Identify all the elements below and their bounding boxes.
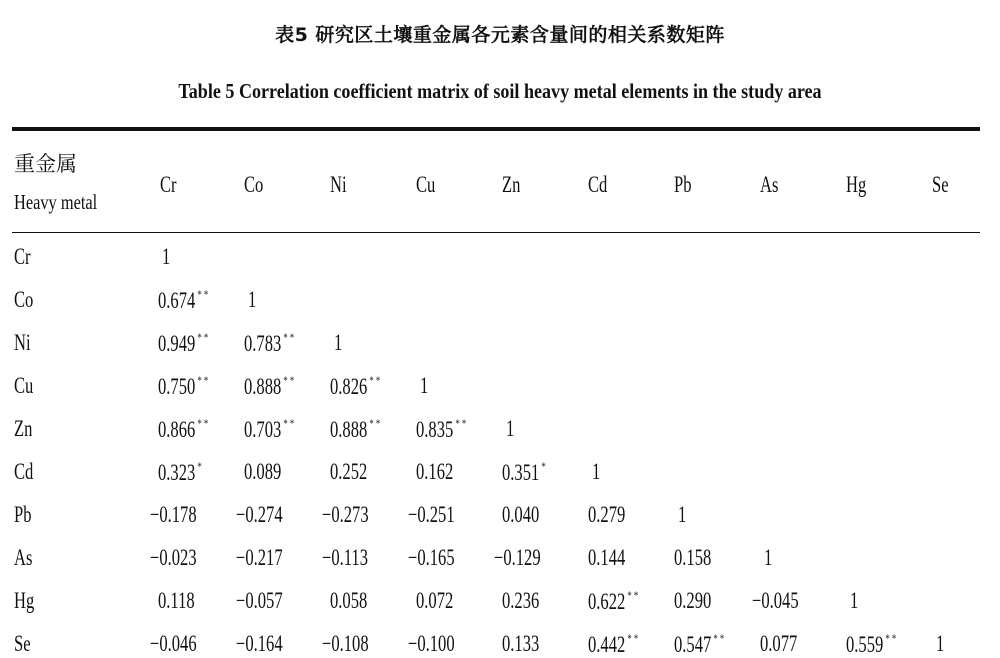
row-label-cu: Cu (14, 373, 34, 398)
table-cell (150, 631, 197, 657)
table-cell (588, 588, 640, 615)
cell-value: 1 (850, 588, 859, 613)
row-label-se: Se (14, 631, 31, 656)
cell-value: 0.133 (502, 631, 540, 656)
significance-marker: ** (627, 631, 641, 645)
cell-value: 0.559 (846, 632, 884, 657)
column-header-cr: Cr (160, 172, 177, 197)
cell-value: −0.273 (322, 502, 369, 527)
cell-value: 1 (592, 459, 601, 484)
table-cell (244, 373, 296, 400)
cell-value: 0.323 (158, 460, 196, 485)
table-cell (322, 502, 369, 528)
significance-marker: ** (627, 588, 641, 602)
table-cell (334, 330, 342, 356)
table-cell (764, 545, 772, 571)
cell-value: 0.077 (760, 631, 798, 656)
cell-value: 0.703 (244, 417, 282, 442)
cell-value: −0.164 (236, 631, 283, 656)
row-label-pb: Pb (14, 502, 32, 527)
table-cell (678, 502, 686, 528)
table-cell (502, 588, 539, 614)
cell-value: −0.217 (236, 545, 283, 570)
cell-value: −0.057 (236, 588, 283, 613)
table-cell (322, 631, 369, 657)
table-cell (150, 502, 197, 528)
cell-value: 0.236 (502, 588, 540, 613)
table-cell (158, 287, 210, 314)
row-header-label-en: Heavy metal (14, 190, 98, 214)
cell-value: 0.072 (416, 588, 454, 613)
table-cell (236, 631, 283, 657)
cell-value: 1 (506, 416, 515, 441)
table-cell (506, 416, 514, 442)
column-header-as: As (760, 172, 779, 197)
significance-marker: ** (885, 631, 899, 645)
cell-value: 0.888 (244, 374, 282, 399)
table-cell (588, 502, 625, 528)
cell-value: 0.158 (674, 545, 712, 570)
cell-value: 0.750 (158, 374, 196, 399)
table-cell (236, 588, 283, 614)
cell-value: 0.058 (330, 588, 368, 613)
cell-value: −0.100 (408, 631, 455, 656)
cell-value: 0.351 (502, 460, 540, 485)
table-top-rule (12, 127, 980, 131)
cell-value: −0.129 (494, 545, 541, 570)
table-cell (752, 588, 799, 614)
table-cell (592, 459, 600, 485)
cell-value: 0.783 (244, 331, 282, 356)
table-header-rule (12, 232, 980, 233)
cell-value: −0.251 (408, 502, 455, 527)
table-title-cn: 表5 研究区土壤重金属各元素含量间的相关系数矩阵 (275, 24, 725, 46)
column-header-zn: Zn (502, 172, 521, 197)
table-cell (502, 502, 539, 528)
table-cell (330, 373, 382, 400)
table-cell (158, 459, 204, 486)
cell-value: −0.113 (322, 545, 368, 570)
cell-value: 1 (248, 287, 257, 312)
row-label-ni: Ni (14, 330, 31, 355)
row-label-hg: Hg (14, 588, 35, 613)
table-cell (760, 631, 797, 657)
table-cell (416, 588, 453, 614)
table-cell (236, 502, 283, 528)
table-cell (936, 631, 944, 657)
table-cell (674, 631, 726, 658)
table-cell (420, 373, 428, 399)
cell-value: 1 (936, 631, 945, 656)
table-cell (502, 631, 539, 657)
significance-marker: ** (197, 330, 211, 344)
cell-value: 0.118 (158, 588, 195, 613)
cell-value: 0.622 (588, 589, 626, 614)
table-cell (158, 588, 195, 614)
table-cell (846, 631, 898, 658)
table-cell (588, 545, 625, 571)
cell-value: 0.040 (502, 502, 540, 527)
significance-marker: ** (455, 416, 469, 430)
row-label-zn: Zn (14, 416, 33, 441)
cell-value: −0.178 (150, 502, 197, 527)
cell-value: −0.165 (408, 545, 455, 570)
row-label-cr: Cr (14, 244, 31, 269)
table-title-en: Table 5 Correlation coefficient matrix of soil heavy metal elements in the study area (178, 79, 822, 103)
significance-marker: ** (197, 373, 211, 387)
table-cell (236, 545, 283, 571)
table-cell (416, 416, 468, 443)
table-cell (494, 545, 541, 571)
cell-value: 0.162 (416, 459, 454, 484)
cell-value: 0.547 (674, 632, 712, 657)
cell-value: 1 (334, 330, 343, 355)
table-cell (150, 545, 197, 571)
cell-value: −0.046 (150, 631, 197, 656)
cell-value: −0.023 (150, 545, 197, 570)
cell-value: 0.866 (158, 417, 196, 442)
significance-marker: ** (197, 287, 211, 301)
row-label-co: Co (14, 287, 34, 312)
cell-value: 0.826 (330, 374, 368, 399)
table-cell (588, 631, 640, 658)
significance-marker: ** (713, 631, 727, 645)
table-cell (674, 545, 711, 571)
table-cell (330, 588, 367, 614)
column-header-ni: Ni (330, 172, 347, 197)
cell-value: 1 (678, 502, 687, 527)
cell-value: −0.108 (322, 631, 369, 656)
table-cell (158, 373, 210, 400)
table-cell (502, 459, 548, 486)
cell-value: 0.252 (330, 459, 368, 484)
table-cell (322, 545, 368, 571)
column-header-cd: Cd (588, 172, 608, 197)
table-cell (408, 502, 455, 528)
table-cell (158, 330, 210, 357)
column-header-pb: Pb (674, 172, 692, 197)
cell-value: 0.835 (416, 417, 454, 442)
significance-marker: ** (283, 373, 297, 387)
significance-marker: ** (197, 416, 211, 430)
table-cell (158, 416, 210, 443)
table-cell (244, 416, 296, 443)
table-cell (416, 459, 453, 485)
table-cell (244, 330, 296, 357)
table-cell (850, 588, 858, 614)
cell-value: 0.290 (674, 588, 712, 613)
table-cell (330, 416, 382, 443)
table-cell (330, 459, 367, 485)
cell-value: 0.442 (588, 632, 626, 657)
column-header-co: Co (244, 172, 264, 197)
cell-value: 0.674 (158, 288, 196, 313)
cell-value: 1 (162, 244, 171, 269)
cell-value: 1 (764, 545, 773, 570)
table-cell (408, 545, 455, 571)
cell-value: −0.274 (236, 502, 283, 527)
cell-value: 0.888 (330, 417, 368, 442)
significance-marker: * (197, 459, 204, 473)
cell-value: 0.144 (588, 545, 626, 570)
table-cell (162, 244, 170, 270)
column-header-se: Se (932, 172, 949, 197)
significance-marker: ** (283, 416, 297, 430)
cell-value: −0.045 (752, 588, 799, 613)
table-cell (674, 588, 711, 614)
significance-marker: * (541, 459, 548, 473)
column-header-cu: Cu (416, 172, 436, 197)
column-header-hg: Hg (846, 172, 867, 197)
cell-value: 0.279 (588, 502, 626, 527)
table-cell (248, 287, 256, 313)
cell-value: 0.089 (244, 459, 282, 484)
significance-marker: ** (283, 330, 297, 344)
significance-marker: ** (369, 416, 383, 430)
cell-value: 0.949 (158, 331, 196, 356)
table-cell (244, 459, 281, 485)
row-header-label-cn: 重金属 (14, 152, 77, 176)
cell-value: 1 (420, 373, 429, 398)
row-label-cd: Cd (14, 459, 34, 484)
significance-marker: ** (369, 373, 383, 387)
row-label-as: As (14, 545, 33, 570)
table-cell (408, 631, 455, 657)
